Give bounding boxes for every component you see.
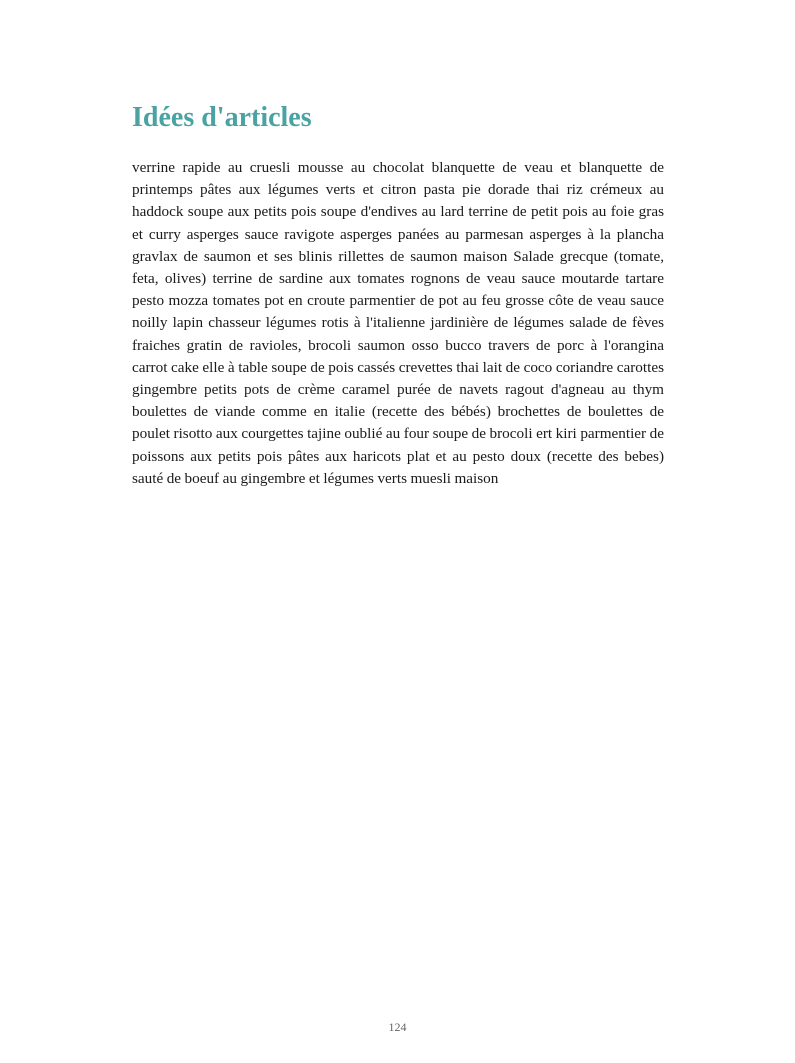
article-ideas-paragraph: verrine rapide au cruesli mousse au chocolat blanquette de veau et blanquette de printemps pâtes aux légumes verts et citron pasta pie dorade thai riz crémeux au haddock soupe aux petits pois soupe d'endives au lard terrine de petit pois au foie gras et curry asperges sauce ravigote asperges panées au parmesan asperges à la plancha gravlax de saumon et ses blinis rillettes de saumon maison Salade grecque (tomate, feta, olives) terrine de sardine aux tomates rognons de veau sauce moutarde tartare pesto mozza tomates pot en croute parmentier de pot au feu grosse côte de veau sauce noilly lapin chasseur légumes rotis à l'italienne jardinière de légumes salade de fèves fraiches gratin de ravioles, brocoli saumon osso bucco travers de porc à l'orangina carrot cake elle à table soupe de pois cassés crevettes thai lait de coco coriandre carottes gingembre petits pots de crème caramel purée de navets ragout d'agneau au thym boulettes de viande comme en italie (recette des bébés) brochettes de boulettes de poulet risotto aux courgettes tajine oublié au four soupe de brocoli ert kiri parmentier de poissons aux petits pois pâtes aux haricots plat et au pesto doux (recette des bebes) sauté de boeuf au gingembre et légumes verts muesli maison bbox=[132, 159, 664, 487]
page-number: 124 bbox=[388, 1020, 407, 1034]
page-title: Idées d'articles bbox=[132, 102, 312, 133]
